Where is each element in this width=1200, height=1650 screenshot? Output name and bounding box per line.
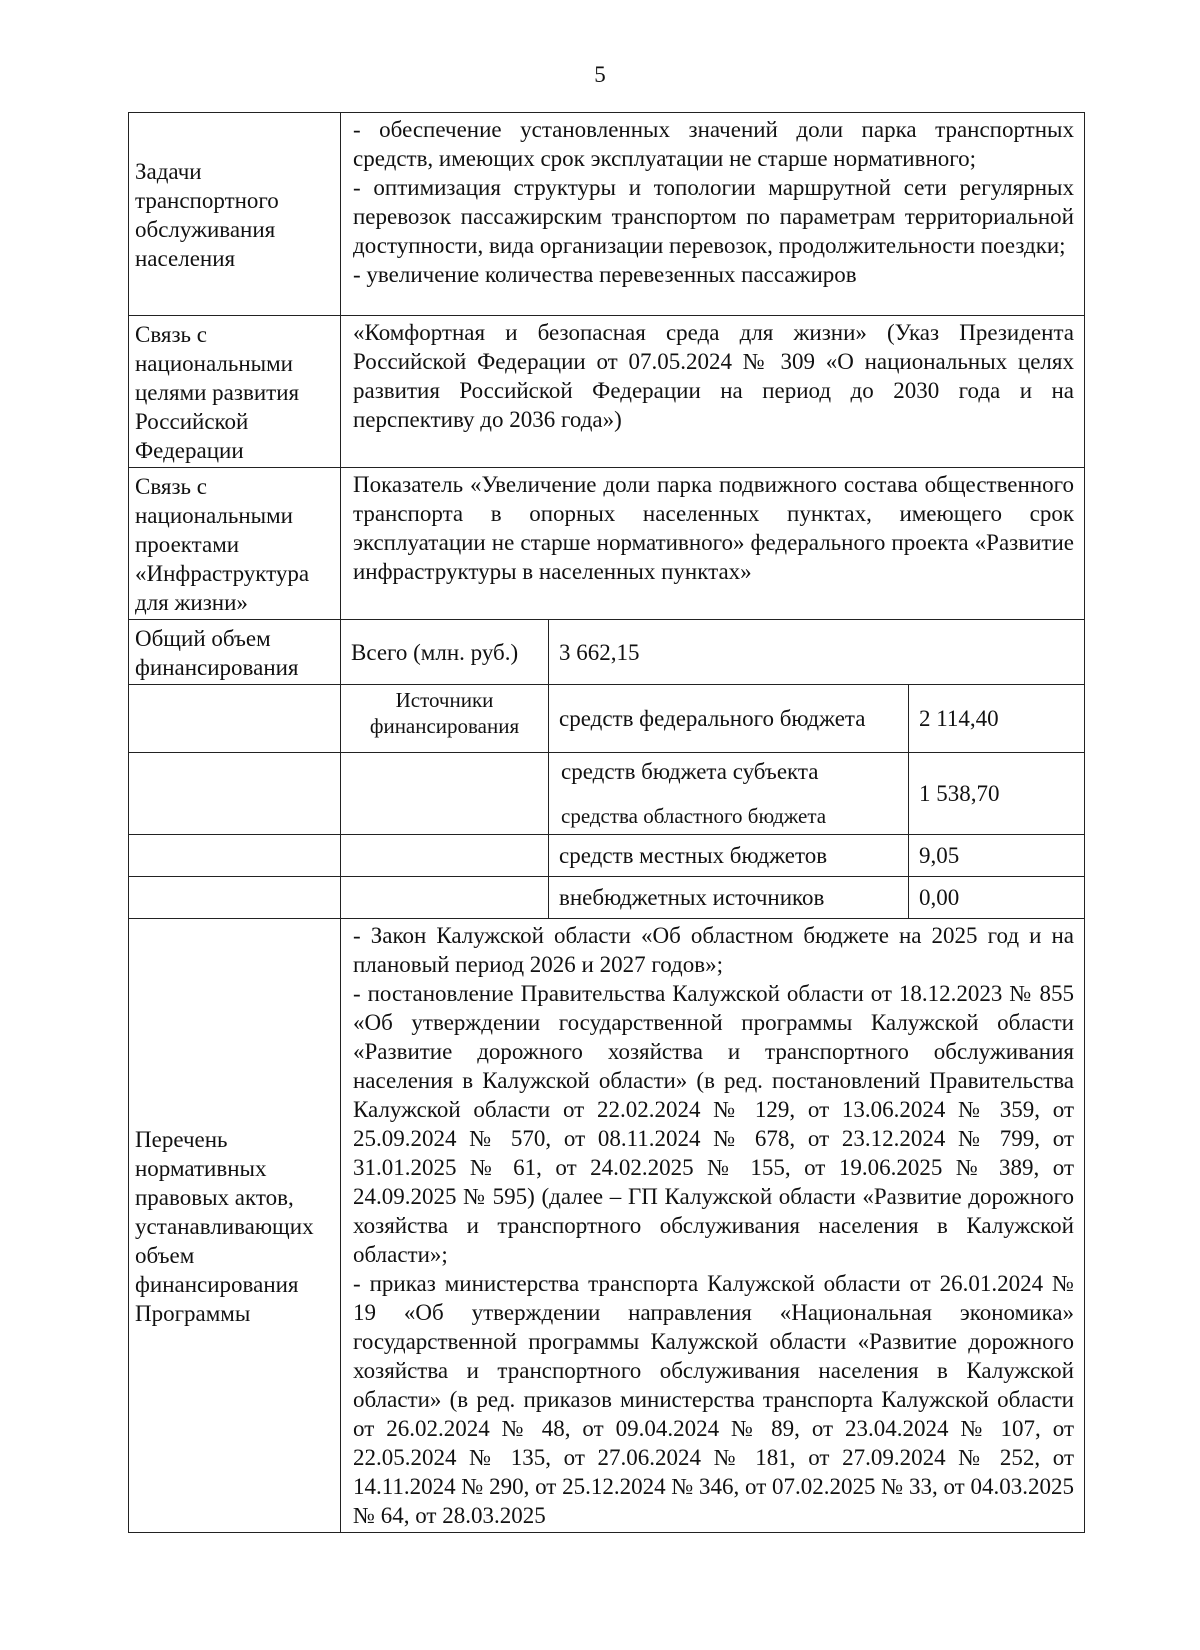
national-projects-label: Связь с национальными проектами «Инфраструктура для жизни»	[129, 468, 341, 620]
legal-acts-label: Перечень нормативных правовых актов, устанавливающих объем финансирования Программы	[129, 919, 341, 1533]
row-source-local	[129, 835, 1085, 877]
financing-label: Общий объем финансирования	[129, 620, 341, 685]
financing-total-label: Всего (млн. руб.)	[341, 620, 549, 685]
row-source-subject	[129, 753, 1085, 835]
row-national-projects	[129, 468, 1085, 620]
legal-act-item: - Закон Калужской области «Об областном бюджете на 2025 год и на плановый период 2026 и 2027 годов»;	[353, 923, 1074, 977]
source-value: 9,05	[909, 835, 1085, 877]
tasks-label: Задачи транспортного обслуживания населения	[129, 113, 341, 316]
row-legal-acts	[129, 919, 1085, 1533]
financing-total-value: 3 662,15	[549, 620, 1085, 685]
page-number: 5	[594, 62, 606, 87]
tasks-text	[341, 113, 1085, 316]
tasks-item: - обеспечение установленных значений доли парка транспортных средств, имеющих срок эксплуатации не старше нормативного;	[353, 117, 1074, 171]
row-national-goals	[129, 316, 1085, 468]
row-tasks	[129, 113, 1085, 316]
source-value: 1 538,70	[909, 753, 1085, 835]
source-name: внебюджетных источников	[549, 877, 909, 919]
source-name-sub: средства областного бюджета	[561, 804, 827, 828]
national-projects-text: Показатель «Увеличение доли парка подвижного состава общественного транспорта в опорных населенных пунктах, имеющего срок эксплуатации не старше нормативного» федерального проекта «Развитие инфраструктуры в населенных пунктах»	[341, 468, 1085, 620]
empty-cell	[341, 753, 549, 835]
legal-act-item: - приказ министерства транспорта Калужской области от 26.01.2024 № 19 «Об утверждении направления «Национальная экономика» государственной программы Калужской области «Развитие дорожного хозяйства и транспортного обслуживания населения в Калужской области» (в ред. приказов министерства транспорта Калужской области от 26.02.2024 № 48, от 09.04.2024 № 89, от 23.04.2024 № 107, от 22.05.2024 № 135, от 27.06.2024 № 181, от 27.09.2024 № 252, от 14.11.2024 № 290, от 25.12.2024 № 346, от 07.02.2025 № 33, от 04.03.2025 № 64, от 28.03.2025	[353, 1271, 1074, 1528]
row-source-federal	[129, 685, 1085, 753]
source-name: средств местных бюджетов	[549, 835, 909, 877]
sources-label: Источники финансирования	[341, 685, 549, 753]
empty-cell	[129, 753, 341, 835]
tasks-item: - оптимизация структуры и топологии маршрутной сети регулярных перевозок пассажирским транспортом по параметрам территориальной доступности, вида организации перевозок, продолжительности поездки;	[353, 175, 1074, 258]
empty-cell	[341, 835, 549, 877]
passport-table	[128, 112, 1085, 1533]
source-value: 0,00	[909, 877, 1085, 919]
row-financing-total	[129, 620, 1085, 685]
source-name	[549, 753, 909, 835]
tasks-item: - увеличение количества перевезенных пассажиров	[353, 262, 857, 287]
national-goals-label: Связь с национальными целями развития Российской Федерации	[129, 316, 341, 468]
source-name: средств федерального бюджета	[549, 685, 909, 753]
empty-cell	[129, 877, 341, 919]
legal-act-item: - постановление Правительства Калужской области от 18.12.2023 № 855 «Об утверждении государственной программы Калужской области «Развитие дорожного хозяйства и транспортного обслуживания населения в Калужской области» (в ред. постановлений Правительства Калужской области от 22.02.2024 № 129, от 13.06.2024 № 359, от 25.09.2024 № 570, от 08.11.2024 № 678, от 23.12.2024 № 799, от 31.01.2025 № 61, от 24.02.2025 № 155, от 19.06.2025 № 389, от 24.09.2025 № 595) (далее – ГП Калужской области «Развитие дорожного хозяйства и транспортного обслуживания населения в Калужской области»;	[353, 981, 1074, 1267]
source-name-main: средств бюджета субъекта	[561, 759, 819, 784]
empty-cell	[129, 685, 341, 753]
national-goals-text: «Комфортная и безопасная среда для жизни» (Указ Президента Российской Федерации от 07.05.2024 № 309 «О национальных целях развития Российской Федерации на период до 2030 года и на перспективу до 2036 года»)	[341, 316, 1085, 468]
empty-cell	[341, 877, 549, 919]
legal-acts-text	[341, 919, 1085, 1533]
source-value: 2 114,40	[909, 685, 1085, 753]
empty-cell	[129, 835, 341, 877]
row-source-extra	[129, 877, 1085, 919]
